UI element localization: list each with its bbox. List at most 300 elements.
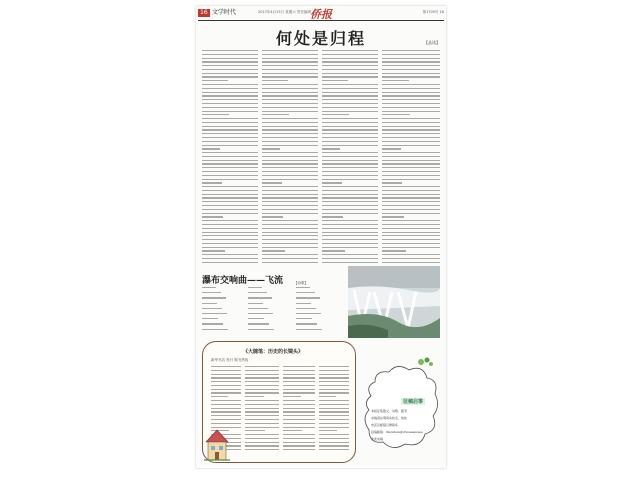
text-line	[322, 152, 378, 153]
article-title: 何处是归程	[275, 29, 366, 48]
text-line	[283, 430, 302, 431]
text-line	[382, 92, 440, 93]
text-line	[262, 197, 318, 198]
text-line	[202, 186, 258, 187]
text-line	[211, 400, 241, 401]
poem-line	[296, 292, 315, 293]
text-line	[322, 228, 378, 229]
text-line	[322, 58, 378, 59]
text-line	[322, 54, 378, 55]
text-line	[262, 145, 318, 146]
text-line	[283, 366, 315, 367]
text-line	[322, 73, 378, 74]
text-line	[262, 235, 318, 236]
text-line	[322, 205, 378, 206]
text-line	[322, 239, 378, 240]
text-line	[322, 182, 342, 183]
text-line	[322, 171, 378, 172]
poem-line	[248, 313, 273, 314]
text-line	[322, 126, 378, 127]
text-line	[382, 111, 440, 112]
text-line	[382, 175, 440, 176]
text-line	[202, 111, 258, 112]
text-line	[245, 445, 279, 446]
text-line	[245, 377, 279, 378]
poem-stanza-1	[202, 287, 228, 334]
text-line	[202, 171, 258, 172]
poem-line	[296, 297, 320, 298]
text-line	[319, 438, 349, 439]
section-number: 16	[200, 9, 208, 16]
text-line	[202, 258, 258, 259]
text-line	[322, 84, 378, 85]
poem-line	[248, 329, 274, 330]
sidebar-line: 本版征集散文、诗歌、随笔	[371, 409, 408, 413]
text-line	[245, 381, 279, 382]
text-line	[382, 65, 440, 66]
poem-line	[202, 287, 216, 288]
poem-line	[248, 318, 264, 319]
text-line	[262, 103, 318, 104]
text-line	[202, 152, 258, 153]
text-line	[245, 449, 279, 450]
text-line	[382, 220, 440, 221]
poem-line	[248, 297, 272, 298]
text-line	[202, 107, 258, 108]
feature-column-4	[319, 366, 349, 453]
text-line	[322, 122, 378, 123]
text-line	[283, 438, 315, 439]
text-line	[322, 137, 378, 138]
text-line	[322, 179, 378, 180]
text-line	[322, 92, 378, 93]
text-line	[245, 366, 279, 367]
text-line	[262, 220, 318, 221]
text-line	[202, 84, 258, 85]
text-line	[211, 385, 241, 386]
masthead-logo: 侨报	[310, 8, 332, 21]
text-line	[202, 235, 258, 236]
text-line	[322, 163, 378, 164]
text-line	[319, 404, 349, 405]
feature-column-2	[245, 366, 279, 453]
text-line	[382, 141, 440, 142]
text-line	[382, 228, 440, 229]
text-line	[202, 250, 225, 251]
text-line	[245, 374, 279, 375]
text-line	[319, 396, 336, 397]
text-line	[211, 374, 241, 375]
cloud-notice-box	[361, 356, 441, 456]
text-line	[262, 92, 318, 93]
text-line	[202, 122, 258, 123]
text-line	[322, 95, 378, 96]
text-line	[322, 194, 378, 195]
text-line	[202, 61, 258, 62]
text-line	[262, 54, 318, 55]
text-line	[319, 411, 349, 412]
text-line	[202, 73, 258, 74]
text-line	[322, 111, 378, 112]
text-line	[382, 182, 402, 183]
text-line	[202, 88, 258, 89]
house-illustration	[202, 424, 232, 464]
text-line	[262, 148, 280, 149]
poem-line	[202, 313, 227, 314]
text-line	[202, 54, 258, 55]
text-line	[382, 262, 440, 263]
poem-line	[202, 329, 228, 330]
text-line	[262, 171, 318, 172]
text-line	[262, 250, 285, 251]
text-line	[202, 182, 222, 183]
feature-title: 《大随笔：历史的长镜头》	[243, 349, 304, 355]
text-line	[322, 69, 378, 70]
text-line	[202, 80, 228, 81]
text-line	[382, 156, 440, 157]
text-line	[202, 69, 258, 70]
text-line	[382, 197, 440, 198]
text-line	[245, 400, 279, 401]
text-line	[322, 186, 378, 187]
text-line	[283, 374, 315, 375]
page-header	[198, 8, 444, 21]
text-line	[211, 381, 241, 382]
poem-line	[296, 287, 310, 288]
text-line	[262, 182, 282, 183]
newspaper-page	[196, 6, 446, 468]
text-line	[262, 243, 318, 244]
text-line	[202, 65, 258, 66]
text-line	[283, 385, 315, 386]
waterfall-photo	[348, 266, 440, 338]
text-line	[262, 232, 318, 233]
article-column-2	[262, 50, 318, 266]
header-date: 2017年4月15日 星期六 责任编辑	[258, 10, 311, 14]
text-line	[245, 434, 279, 435]
feature-subtitle: 新华书店 发行 购书热线	[211, 358, 249, 362]
text-line	[382, 163, 440, 164]
poem-line	[248, 303, 263, 304]
text-line	[202, 239, 258, 240]
text-line	[262, 122, 318, 123]
text-line	[262, 205, 318, 206]
text-line	[262, 175, 318, 176]
text-line	[211, 366, 241, 367]
text-line	[262, 228, 318, 229]
text-line	[322, 235, 378, 236]
text-line	[202, 92, 258, 93]
text-line	[322, 209, 378, 210]
text-line	[245, 392, 279, 393]
section-name: 文学时代	[212, 9, 237, 16]
text-line	[262, 163, 318, 164]
text-line	[262, 129, 318, 130]
text-line	[382, 239, 440, 240]
text-line	[245, 411, 279, 412]
text-line	[322, 167, 378, 168]
text-line	[382, 50, 440, 51]
poem-line	[202, 303, 217, 304]
text-line	[245, 389, 279, 390]
text-line	[382, 76, 440, 77]
poem-author: 【诗歌】	[294, 281, 308, 285]
text-line	[202, 103, 258, 104]
text-line	[262, 254, 318, 255]
text-line	[262, 73, 318, 74]
text-line	[202, 243, 258, 244]
text-line	[382, 73, 440, 74]
article-column-4	[382, 50, 440, 266]
poem-line	[202, 292, 221, 293]
text-line	[283, 400, 315, 401]
text-line	[262, 88, 318, 89]
text-line	[322, 141, 378, 142]
text-line	[262, 107, 318, 108]
text-line	[202, 175, 258, 176]
text-line	[382, 69, 440, 70]
text-line	[322, 118, 378, 119]
text-line	[245, 404, 279, 405]
text-line	[382, 209, 440, 210]
text-line	[382, 107, 440, 108]
text-line	[283, 442, 315, 443]
text-line	[262, 160, 318, 161]
text-line	[382, 84, 440, 85]
text-line	[319, 445, 349, 446]
poem-line	[202, 308, 222, 309]
poem-stanza-2	[248, 287, 274, 334]
text-line	[322, 61, 378, 62]
sidebar-line: 投稿邮箱：literature@chinesepress	[371, 430, 423, 434]
text-line	[322, 103, 378, 104]
text-line	[245, 438, 279, 439]
text-line	[322, 145, 378, 146]
feature-column-3	[283, 366, 315, 453]
text-line	[319, 427, 349, 428]
text-line	[202, 95, 258, 96]
text-line	[319, 442, 349, 443]
text-line	[382, 258, 440, 259]
text-line	[382, 186, 440, 187]
text-line	[202, 145, 258, 146]
text-line	[262, 209, 318, 210]
article-column-3	[322, 50, 378, 266]
text-line	[322, 213, 378, 214]
text-line	[262, 137, 318, 138]
text-line	[211, 389, 241, 390]
text-line	[319, 415, 349, 416]
text-line	[322, 148, 340, 149]
text-line	[382, 152, 440, 153]
text-line	[202, 50, 258, 51]
poem-line	[296, 323, 317, 324]
text-line	[262, 141, 318, 142]
text-line	[382, 194, 440, 195]
text-line	[262, 80, 288, 81]
text-line	[202, 201, 258, 202]
text-line	[202, 190, 258, 191]
text-line	[202, 220, 258, 221]
sidebar-title: 征稿启事	[403, 399, 424, 405]
text-line	[319, 449, 349, 450]
text-line	[283, 427, 315, 428]
text-line	[382, 61, 440, 62]
text-line	[211, 396, 228, 397]
text-line	[262, 84, 318, 85]
text-line	[202, 197, 258, 198]
text-line	[211, 370, 241, 371]
text-line	[262, 186, 318, 187]
text-line	[322, 107, 378, 108]
text-line	[382, 254, 440, 255]
text-line	[202, 160, 258, 161]
poem-line	[202, 297, 226, 298]
text-line	[382, 160, 440, 161]
text-line	[202, 141, 258, 142]
text-line	[262, 114, 289, 115]
text-line	[211, 415, 241, 416]
text-line	[283, 423, 315, 424]
text-line	[322, 232, 378, 233]
text-line	[262, 99, 318, 100]
text-line	[262, 262, 318, 263]
text-line	[319, 434, 349, 435]
text-line	[283, 370, 315, 371]
text-line	[202, 213, 258, 214]
text-line	[382, 137, 440, 138]
text-line	[322, 224, 378, 225]
text-line	[382, 99, 440, 100]
text-line	[382, 145, 440, 146]
text-line	[262, 111, 318, 112]
text-line	[322, 99, 378, 100]
text-line	[382, 118, 440, 119]
text-line	[283, 392, 315, 393]
text-line	[202, 224, 258, 225]
text-line	[382, 129, 440, 130]
text-line	[382, 95, 440, 96]
poem-line	[296, 308, 316, 309]
text-line	[202, 99, 258, 100]
text-line	[382, 171, 440, 172]
text-line	[283, 434, 315, 435]
text-line	[322, 133, 378, 134]
text-line	[262, 167, 318, 168]
poem-line	[202, 323, 223, 324]
poem-line	[202, 318, 218, 319]
text-line	[245, 430, 265, 431]
text-line	[202, 179, 258, 180]
poem-title: 瀑布交响曲——飞流	[202, 276, 284, 286]
text-line	[382, 167, 440, 168]
text-line	[262, 258, 318, 259]
text-line	[202, 126, 258, 127]
text-line	[202, 262, 258, 263]
text-line	[202, 163, 258, 164]
text-line	[283, 408, 315, 409]
text-line	[322, 80, 348, 81]
text-line	[202, 129, 258, 130]
poem-stanza-3	[296, 287, 322, 334]
text-line	[245, 419, 279, 420]
text-line	[322, 262, 378, 263]
text-line	[202, 209, 258, 210]
text-line	[322, 175, 378, 176]
text-line	[245, 427, 279, 428]
text-line	[319, 430, 337, 431]
text-line	[262, 216, 283, 217]
sidebar-line: 电话及邮箱以便联系	[371, 423, 399, 427]
text-line	[322, 50, 378, 51]
text-line	[211, 419, 241, 420]
text-line	[262, 179, 318, 180]
text-line	[283, 445, 315, 446]
article-column-1	[202, 50, 258, 266]
text-line	[382, 232, 440, 233]
text-line	[322, 243, 378, 244]
text-line	[262, 126, 318, 127]
text-line	[262, 194, 318, 195]
text-line	[382, 224, 440, 225]
text-line	[202, 247, 258, 248]
text-line	[322, 76, 378, 77]
text-line	[211, 392, 241, 393]
text-line	[382, 54, 440, 55]
text-line	[322, 156, 378, 157]
text-line	[262, 190, 318, 191]
text-line	[322, 250, 345, 251]
text-line	[211, 404, 241, 405]
text-line	[202, 194, 258, 195]
text-line	[262, 213, 318, 214]
text-line	[262, 76, 318, 77]
text-line	[245, 408, 279, 409]
text-line	[283, 415, 315, 416]
text-line	[319, 374, 349, 375]
text-line	[202, 156, 258, 157]
text-line	[262, 95, 318, 96]
text-line	[245, 385, 279, 386]
text-line	[283, 411, 315, 412]
text-line	[322, 129, 378, 130]
text-line	[262, 239, 318, 240]
text-line	[245, 396, 264, 397]
text-line	[319, 423, 349, 424]
text-line	[202, 228, 258, 229]
text-line	[262, 50, 318, 51]
text-line	[202, 58, 258, 59]
text-line	[382, 122, 440, 123]
poem-line	[296, 313, 321, 314]
text-line	[319, 381, 349, 382]
text-line	[262, 224, 318, 225]
text-line	[382, 201, 440, 202]
text-line	[319, 392, 349, 393]
text-line	[262, 152, 318, 153]
text-line	[283, 389, 315, 390]
text-line	[202, 133, 258, 134]
text-line	[202, 216, 223, 217]
text-line	[262, 58, 318, 59]
text-line	[322, 65, 378, 66]
poem-line	[248, 308, 268, 309]
text-line	[382, 133, 440, 134]
text-line	[202, 148, 220, 149]
text-line	[382, 190, 440, 191]
text-line	[262, 133, 318, 134]
text-line	[322, 258, 378, 259]
